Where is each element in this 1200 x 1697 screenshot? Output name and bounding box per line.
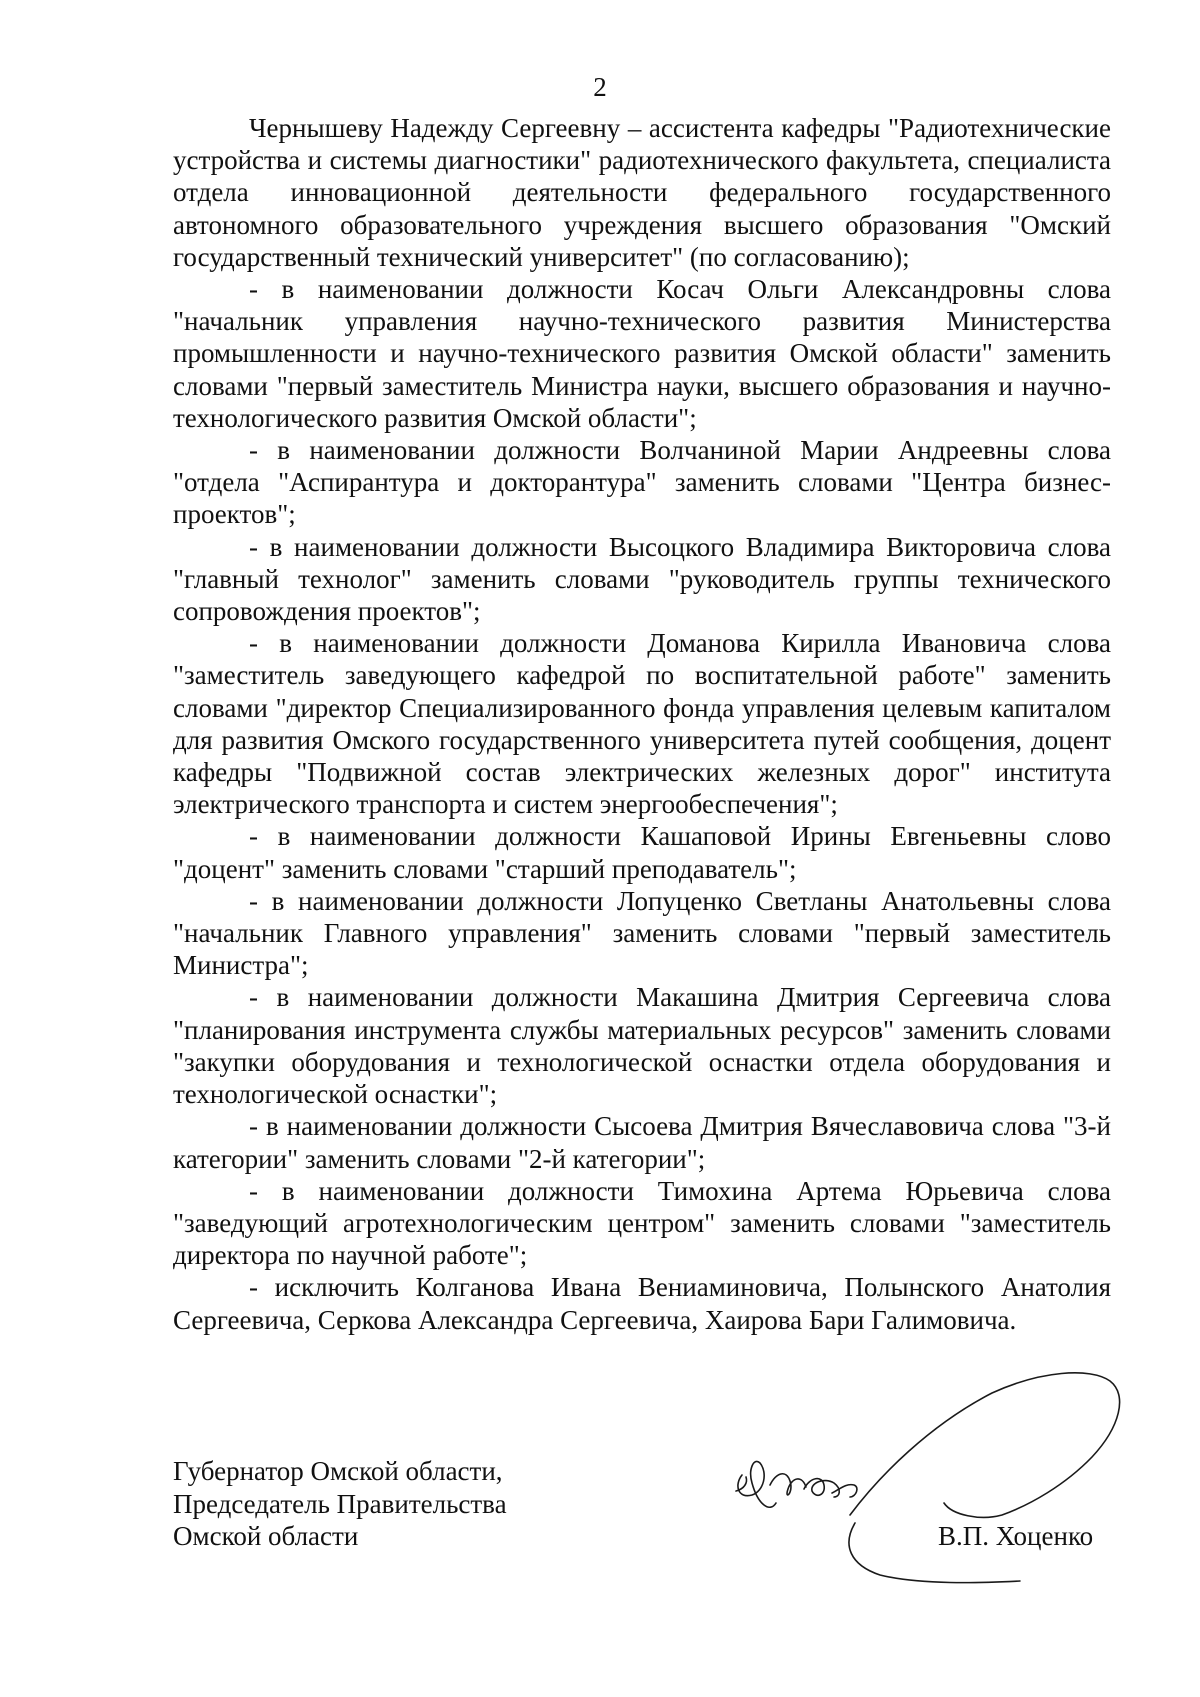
paragraph: - в наименовании должности Косач Ольги Александровны слова "начальник управления научно-технического развития Министерства промышленности и научно-технического развития Омской области" заменить словами "первый заместитель Министра науки, высшего образования и научно-технологического развития Омской области"; <box>173 274 1111 433</box>
handwritten-signature <box>730 1365 1125 1585</box>
paragraph: - исключить Колганова Ивана Вениаминовича, Полынского Анатолия Сергеевича, Серкова Александра Сергеевича, Хаирова Бари Галимовича. <box>173 1272 1111 1335</box>
signatory-title-line: Председатель Правительства <box>173 1488 507 1519</box>
paragraph: - в наименовании должности Волчаниной Марии Андреевны слова "отдела "Аспирантура и докторантура" заменить словами "Центра бизнес-проектов"; <box>173 435 1111 530</box>
signatory-title-line: Губернатор Омской области, <box>173 1456 503 1486</box>
paragraph: - в наименовании должности Макашина Дмитрия Сергеевича слова "планирования инструмента службы материальных ресурсов" заменить словами "закупки оборудования и технологической оснастки отдела оборудования и технологической оснастки"; <box>173 982 1111 1110</box>
paragraph: - в наименовании должности Кашаповой Ирины Евгеньевны слово "доцент" заменить словами "старший преподаватель"; <box>173 821 1111 884</box>
paragraph: - в наименовании должности Лопуценко Светланы Анатольевны слова "начальник Главного управления" заменить словами "первый заместитель Министра"; <box>173 885 1111 981</box>
page-number: 2 <box>593 72 607 102</box>
signatory-title <box>173 1455 507 1553</box>
signatory-title-line: Омской области <box>173 1521 359 1551</box>
paragraph: - в наименовании должности Высоцкого Владимира Викторовича слова "главный технолог" заменить словами "руководитель группы технического сопровождения проектов"; <box>173 531 1111 627</box>
paragraph: - в наименовании должности Тимохина Артема Юрьевича слова "заведующий агротехнологическим центром" заменить словами "заместитель директора по научной работе"; <box>173 1175 1111 1271</box>
document-body <box>173 112 1111 1336</box>
paragraph: - в наименовании должности Доманова Кирилла Ивановича слова "заместитель заведующего кафедрой по воспитательной работе" заменить словами "директор Специализированного фонда управления целевым капиталом для развития Омского государственного университета путей сообщения, доцент кафедры "Подвижной состав электрических железных дорог" института электрического транспорта и систем энергообеспечения"; <box>173 628 1111 820</box>
paragraph: Чернышеву Надежду Сергеевну – ассистента кафедры "Радиотехнические устройства и системы диагностики" радиотехнического факультета, специалиста отдела инновационной деятельности федерального государственного автономного образовательного учреждения высшего образования "Омский государственный технический университет" (по согласованию); <box>173 113 1111 272</box>
signer-name: В.П. Хоценко <box>938 1521 1094 1551</box>
paragraph: - в наименовании должности Сысоева Дмитрия Вячеславовича слова "3-й категории" заменить словами "2-й категории"; <box>173 1111 1111 1174</box>
